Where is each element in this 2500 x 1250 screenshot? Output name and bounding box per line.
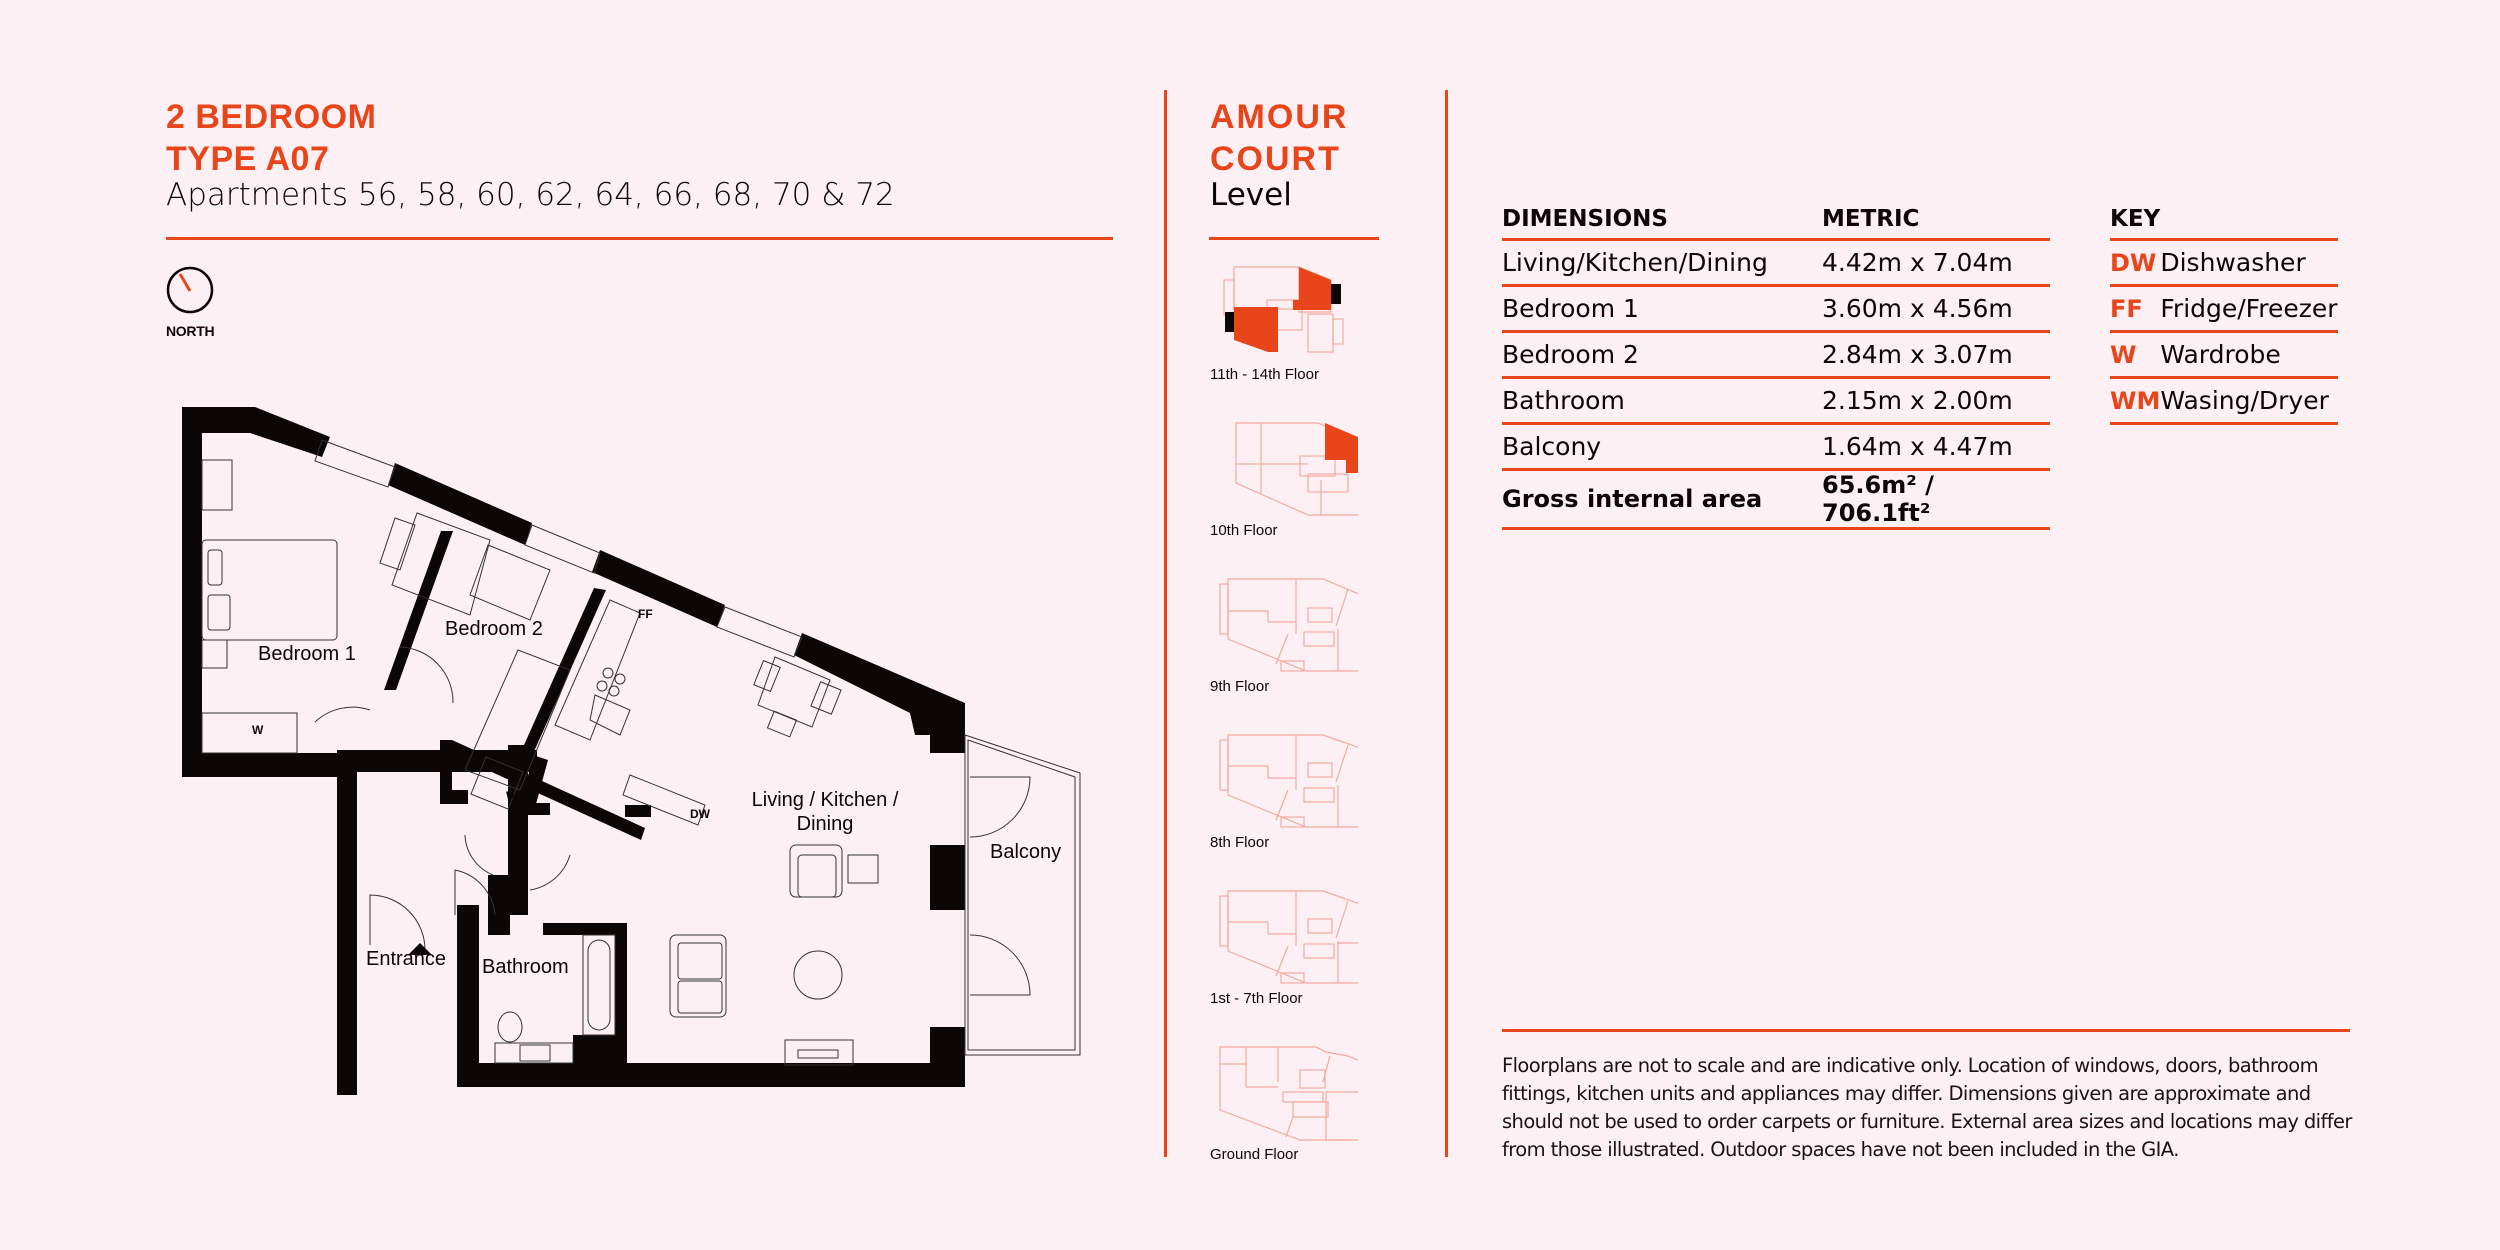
appliance-label-w: W	[252, 723, 264, 737]
level-divider	[1209, 237, 1379, 240]
key-label: Fridge/Freezer	[2160, 286, 2337, 332]
room-metric: 1.64m x 4.47m	[1822, 424, 2050, 470]
floor-plan-thumbnail-icon	[1208, 730, 1358, 830]
disclaimer-divider	[1502, 1029, 2350, 1032]
apartment-type: TYPE A07	[166, 140, 330, 178]
apartment-title	[166, 96, 376, 180]
appliance-label-wm: WM	[506, 789, 528, 803]
table-row	[1502, 240, 2050, 286]
building-name: AMOUR COURT	[1210, 98, 1349, 178]
key-code: DW	[2110, 240, 2160, 286]
floor-thumbnail-11-14[interactable]: 11th - 14th Floor	[1208, 262, 1408, 383]
key-table	[2110, 200, 2338, 425]
header-divider	[166, 237, 1113, 240]
floor-plan-thumbnail-icon	[1208, 262, 1358, 362]
room-label-living: Living / Kitchen / Dining	[751, 789, 899, 835]
room-name: Balcony	[1502, 424, 1822, 470]
apartment-numbers: Apartments 56, 58, 60, 62, 64, 66, 68, 70 & 72	[166, 177, 895, 213]
room-name: Bathroom	[1502, 378, 1822, 424]
room-metric: 3.60m x 4.56m	[1822, 286, 2050, 332]
floor-thumbnail-1-7[interactable]: 1st - 7th Floor	[1208, 886, 1408, 1007]
compass	[166, 266, 214, 339]
room-metric: 2.15m x 2.00m	[1822, 378, 2050, 424]
room-name: Living/Kitchen/Dining	[1502, 240, 1822, 286]
table-row	[1502, 378, 2050, 424]
compass-north-icon	[166, 266, 214, 314]
room-metric: 2.84m x 3.07m	[1822, 332, 2050, 378]
floor-plan-thumbnail-icon	[1208, 574, 1358, 674]
dimensions-header-row	[1502, 200, 2050, 240]
column-header-metric: METRIC	[1822, 200, 2050, 240]
room-label-bedroom1: Bedroom 1	[258, 643, 356, 665]
gia-label: Gross internal area	[1502, 470, 1822, 529]
disclaimer-text: Floorplans are not to scale and are indicative only. Location of windows, doors, bathroom fittings, kitchen units and appliances may differ. Dimensions given are approximate and should not be used to order carpets or furniture. External area sizes and locations may differ from those illustrated. Outdoor spaces have not been included in the GIA.	[1502, 1054, 2352, 1161]
floor-thumbnail-9[interactable]: 9th Floor	[1208, 574, 1408, 695]
dimensions-table	[1502, 200, 2050, 530]
room-label-entrance: Entrance	[366, 948, 447, 970]
key-label: Wardrobe	[2160, 332, 2337, 378]
key-code: FF	[2110, 286, 2160, 332]
floorplan	[170, 395, 1090, 1100]
level-label: Level	[1210, 177, 1292, 213]
column-header-dimensions: DIMENSIONS	[1502, 200, 1822, 240]
key-code: W	[2110, 332, 2160, 378]
table-row	[1502, 332, 2050, 378]
floor-thumbnail-10[interactable]: 10th Floor	[1208, 418, 1408, 539]
key-item	[2110, 240, 2338, 286]
key-item	[2110, 332, 2338, 378]
appliance-label-ff: FF	[638, 607, 653, 621]
floorplan-drawing	[170, 395, 1090, 1095]
key-item	[2110, 286, 2338, 332]
gia-value: 65.6m² / 706.1ft²	[1822, 470, 2050, 529]
key-item	[2110, 378, 2338, 424]
floor-thumbnail-ground[interactable]: Ground Floor	[1208, 1042, 1408, 1163]
appliance-label-dw: DW	[690, 807, 710, 821]
floor-plan-thumbnail-icon	[1208, 1042, 1358, 1142]
column-divider-left	[1164, 90, 1167, 1157]
key-label: Wasing/Dryer	[2160, 378, 2337, 424]
table-row	[1502, 424, 2050, 470]
floor-plan-thumbnail-icon	[1208, 418, 1358, 518]
key-header-row	[2110, 200, 2338, 240]
gross-internal-area-row	[1502, 470, 2050, 529]
room-metric: 4.42m x 7.04m	[1822, 240, 2050, 286]
column-divider-right	[1445, 90, 1448, 1157]
room-label-balcony: Balcony	[990, 841, 1062, 863]
compass-label: NORTH	[166, 323, 215, 339]
key-code: WM	[2110, 378, 2160, 424]
room-label-bathroom: Bathroom	[482, 956, 569, 978]
room-name: Bedroom 1	[1502, 286, 1822, 332]
key-header: KEY	[2110, 200, 2338, 240]
room-label-bedroom2: Bedroom 2	[445, 618, 543, 640]
room-name: Bedroom 2	[1502, 332, 1822, 378]
floor-plan-thumbnail-icon	[1208, 886, 1358, 986]
key-label: Dishwasher	[2160, 240, 2337, 286]
bedroom-count: 2 BEDROOM	[166, 98, 377, 136]
table-row	[1502, 286, 2050, 332]
floor-thumbnail-8[interactable]: 8th Floor	[1208, 730, 1408, 851]
